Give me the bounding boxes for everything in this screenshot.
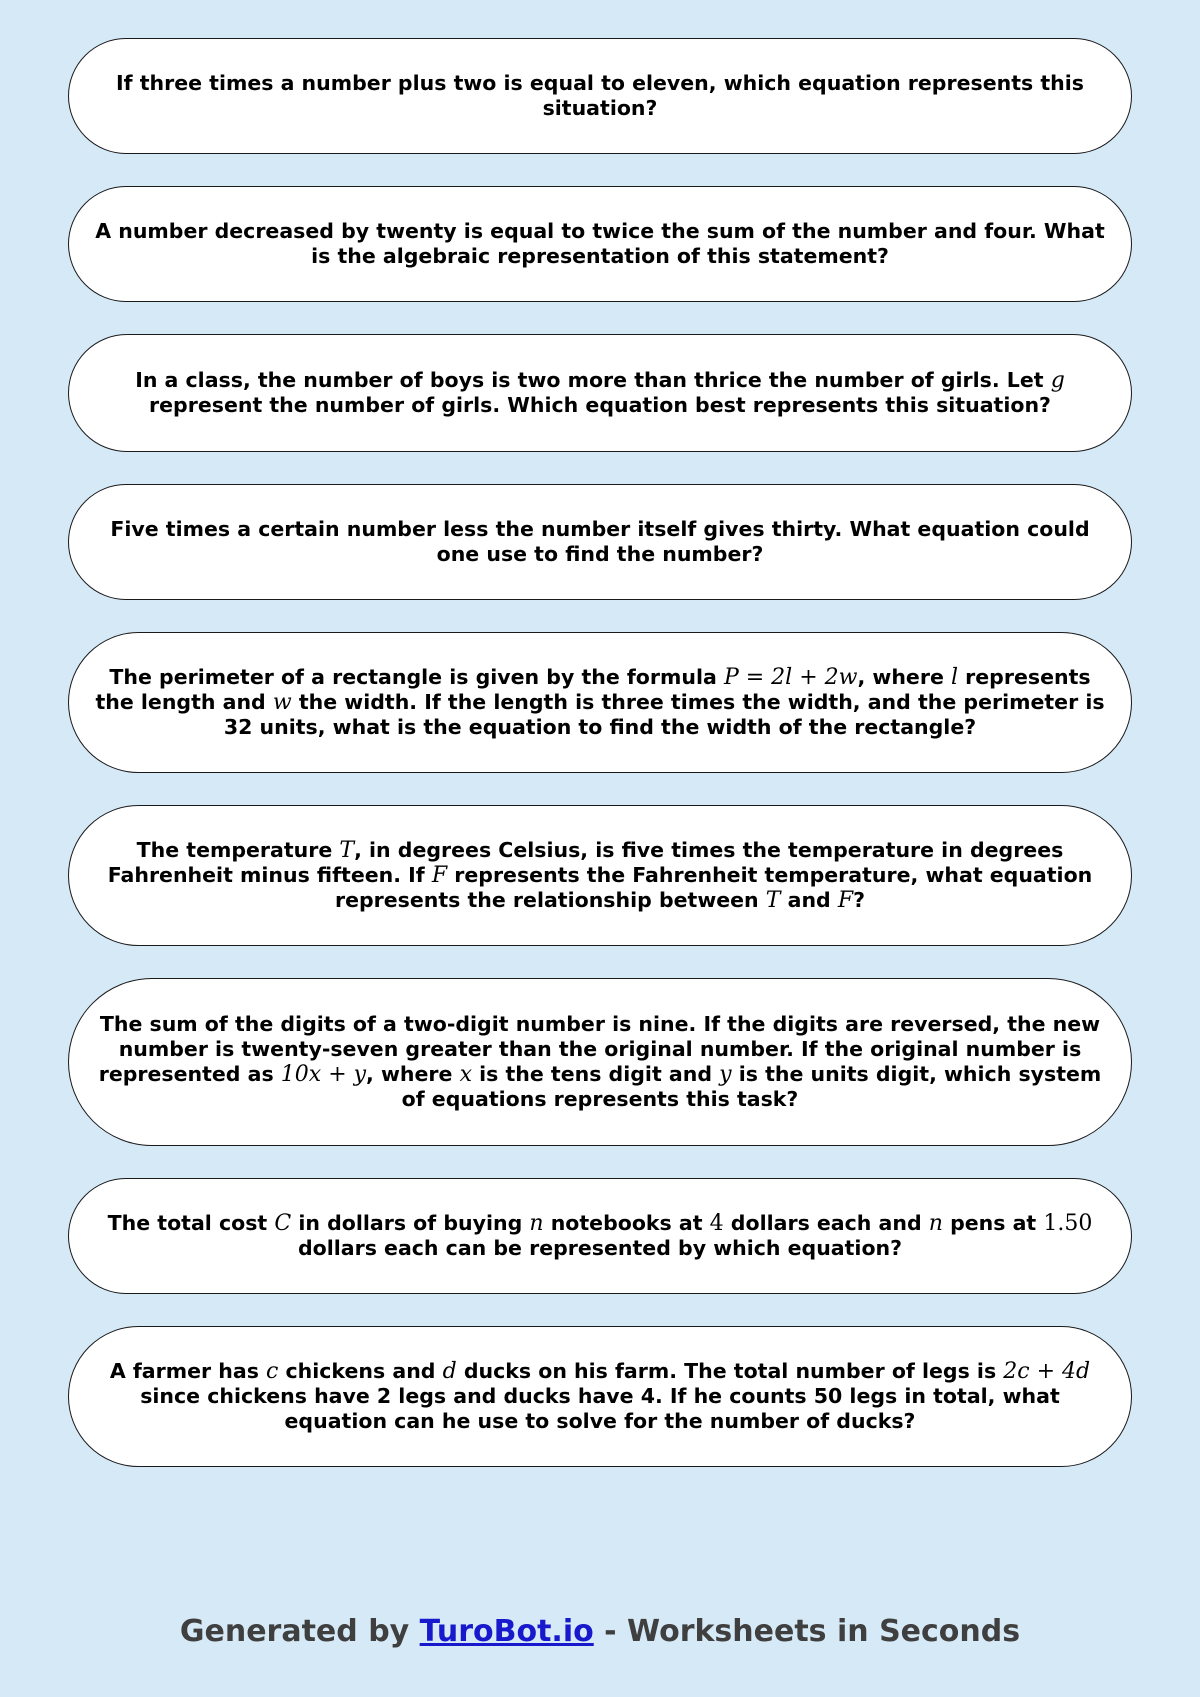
math-expression: w bbox=[272, 690, 292, 715]
question-card-1 bbox=[68, 38, 1132, 154]
math-expression: 10x + y bbox=[280, 1062, 367, 1087]
text-run: A farmer has bbox=[109, 1359, 267, 1383]
question-card-6 bbox=[68, 805, 1132, 946]
text-run: and bbox=[780, 888, 838, 912]
question-card-4 bbox=[68, 484, 1132, 600]
question-text bbox=[87, 1359, 1113, 1434]
text-run: dollars each can be represented by which equation? bbox=[297, 1236, 903, 1260]
text-run: pens at bbox=[942, 1211, 1044, 1235]
question-text bbox=[87, 1012, 1113, 1112]
math-expression: P = 2l + 2w bbox=[723, 665, 858, 690]
math-expression: y bbox=[719, 1062, 732, 1087]
text-run: is the tens digit and bbox=[471, 1062, 720, 1086]
question-card-9 bbox=[68, 1326, 1132, 1467]
math-expression: C bbox=[274, 1211, 292, 1236]
math-number: 1.50 bbox=[1043, 1211, 1093, 1236]
question-text bbox=[87, 517, 1113, 567]
math-expression: d bbox=[442, 1359, 457, 1384]
text-run: The total cost bbox=[107, 1211, 275, 1235]
question-card-2 bbox=[68, 186, 1132, 302]
text-run: The temperature bbox=[136, 838, 340, 862]
text-run: dollars each and bbox=[723, 1211, 929, 1235]
text-run: represent the number of girls. Which equation best represents this situation? bbox=[149, 393, 1051, 417]
footer-prefix: Generated by bbox=[179, 1614, 420, 1649]
text-run: the width. If the length is three times the width, and the perimeter is 32 units, what is the equation to find the width of the rectangle? bbox=[223, 690, 1105, 739]
text-run: ? bbox=[853, 888, 866, 912]
math-expression: l bbox=[950, 665, 959, 690]
question-text bbox=[87, 219, 1113, 269]
text-run: The sum of the digits of a two-digit number is nine. If the digits are reversed, the new number is twenty-seven greater than the original number. If the original number is represented as bbox=[98, 1012, 1101, 1086]
text-run: is the units digit, which system of equations represents this task? bbox=[401, 1062, 1102, 1111]
math-expression: g bbox=[1050, 368, 1065, 393]
question-card-7 bbox=[68, 978, 1132, 1146]
question-text bbox=[87, 71, 1113, 121]
question-text bbox=[87, 368, 1113, 418]
text-run: represents the length and bbox=[95, 665, 1091, 714]
question-card-3 bbox=[68, 334, 1132, 452]
text-run: chickens and bbox=[278, 1359, 443, 1383]
math-expression: x bbox=[459, 1062, 472, 1087]
math-expression: c bbox=[266, 1359, 279, 1384]
math-expression: T bbox=[765, 888, 781, 913]
text-run: Five times a certain number less the number itself gives thirty. What equation could one use to find the number? bbox=[110, 517, 1090, 566]
text-run: in dollars of buying bbox=[291, 1211, 530, 1235]
question-card-8 bbox=[68, 1178, 1132, 1294]
math-expression: n bbox=[928, 1211, 943, 1236]
text-run: The perimeter of a rectangle is given by the formula bbox=[109, 665, 724, 689]
text-run: notebooks at bbox=[543, 1211, 710, 1235]
question-text bbox=[87, 665, 1113, 740]
question-text bbox=[87, 1211, 1113, 1261]
footer-suffix: - Worksheets in Seconds bbox=[593, 1614, 1021, 1649]
text-run: , where bbox=[366, 1062, 460, 1086]
text-run: since chickens have 2 legs and ducks have 4. If he counts 50 legs in total, what equation can he use to solve for the number of ducks? bbox=[140, 1384, 1060, 1433]
math-expression: n bbox=[529, 1211, 544, 1236]
text-run: , in degrees Celsius, is five times the temperature in degrees Fahrenheit minus fifteen. If bbox=[107, 838, 1064, 887]
text-run: represents the Fahrenheit temperature, what equation represents the relationship between bbox=[334, 863, 1093, 912]
text-run: , where bbox=[857, 665, 951, 689]
math-expression: T bbox=[339, 838, 355, 863]
text-run: In a class, the number of boys is two more than thrice the number of girls. Let bbox=[135, 368, 1051, 392]
text-run: A number decreased by twenty is equal to twice the sum of the number and four. What is the algebraic representation of this statement? bbox=[95, 219, 1105, 268]
math-number: 4 bbox=[709, 1211, 724, 1236]
turobot-link[interactable]: TuroBot.io bbox=[419, 1614, 594, 1649]
math-expression: 2c + 4d bbox=[1003, 1359, 1091, 1384]
math-expression: F bbox=[837, 888, 854, 913]
question-text bbox=[87, 838, 1113, 913]
text-run: ducks on his farm. The total number of legs is bbox=[456, 1359, 1004, 1383]
footer bbox=[0, 1614, 1200, 1649]
question-card-5 bbox=[68, 632, 1132, 773]
worksheet bbox=[68, 38, 1132, 1499]
text-run: If three times a number plus two is equal to eleven, which equation represents this situation? bbox=[116, 71, 1084, 120]
math-expression: F bbox=[431, 863, 448, 888]
